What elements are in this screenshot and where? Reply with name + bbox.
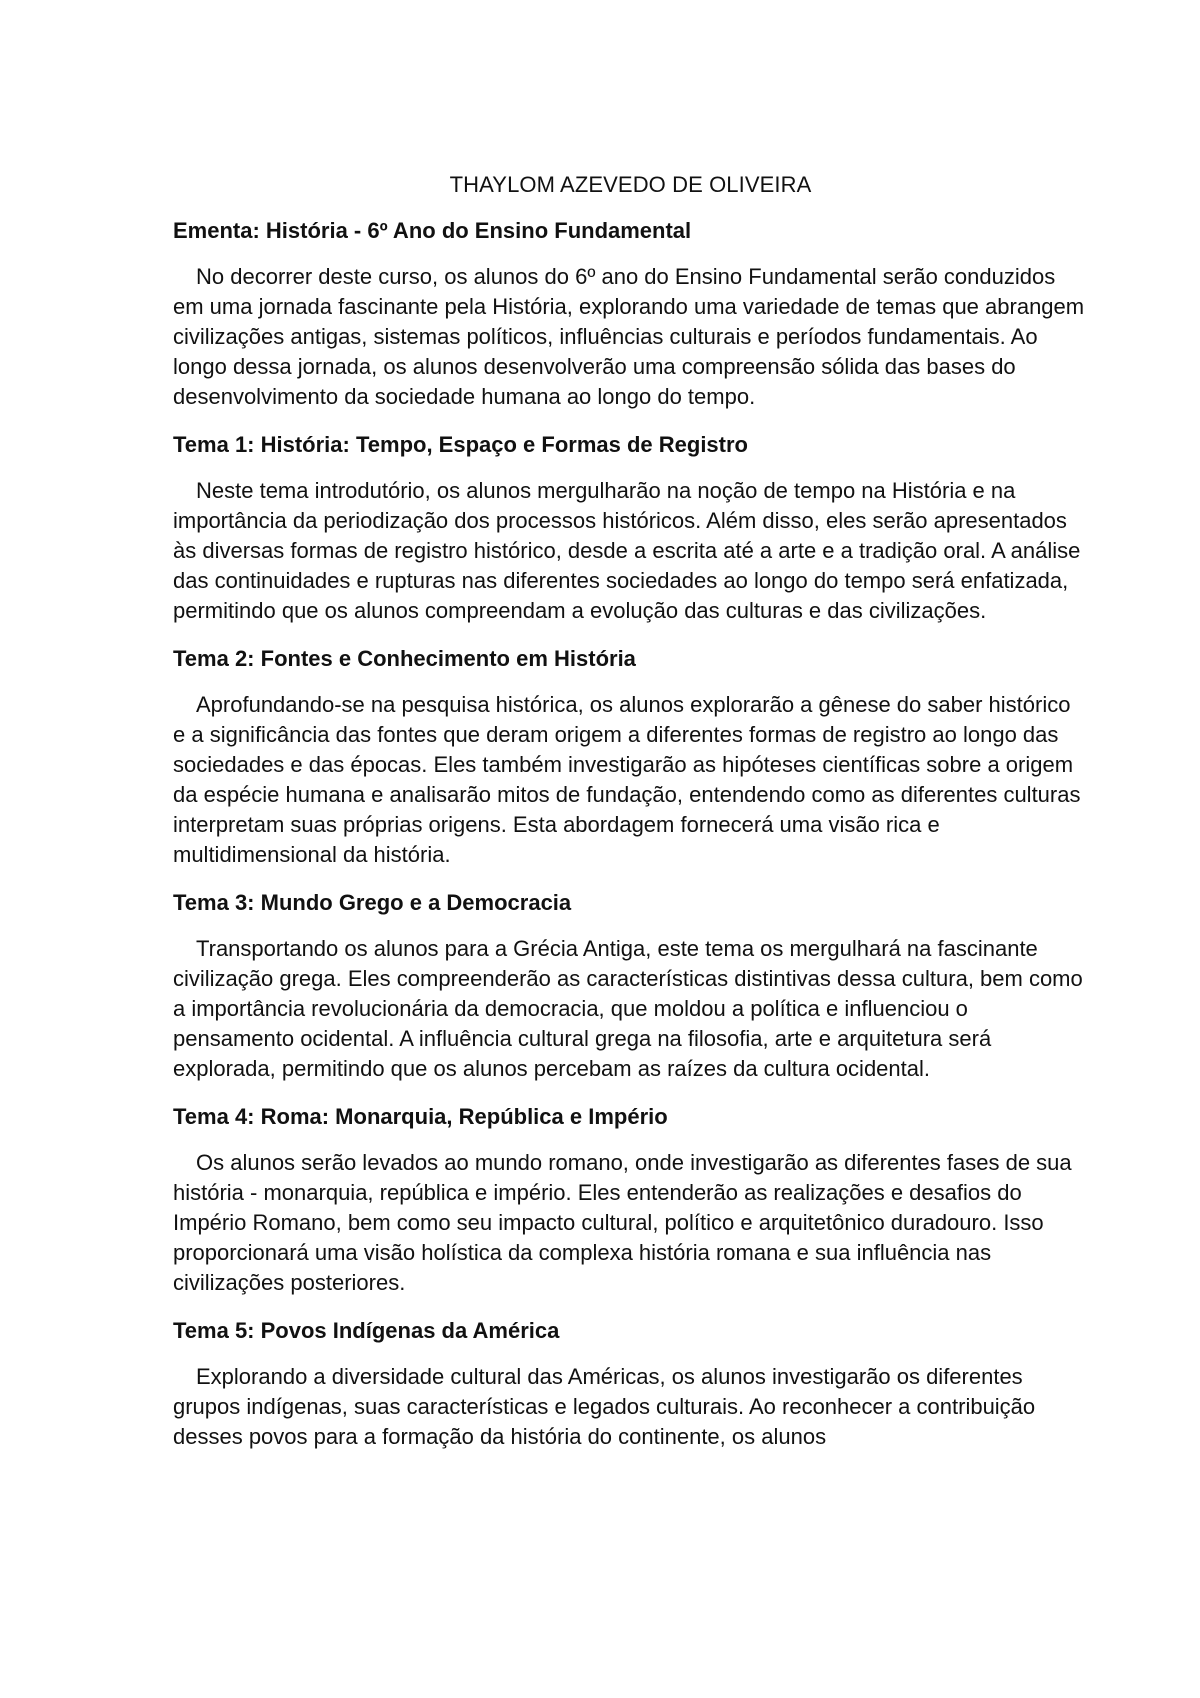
section-tema-5 — [173, 1316, 1088, 1452]
author-name: THAYLOM AZEVEDO DE OLIVEIRA — [449, 172, 812, 197]
section-heading: Tema 2: Fontes e Conhecimento em História — [173, 646, 636, 671]
section-heading: Tema 1: História: Tempo, Espaço e Formas de Registro — [173, 432, 748, 457]
section-paragraph: Explorando a diversidade cultural das Américas, os alunos investigarão os diferentes grupos indígenas, suas características e legados culturais. Ao reconhecer a contribuição desses povos para a formação da história do continente, os alunos — [173, 1364, 1036, 1449]
section-ementa — [173, 216, 1088, 412]
section-heading: Ementa: História - 6º Ano do Ensino Fundamental — [173, 218, 692, 243]
document-page — [173, 170, 1088, 1470]
section-tema-1 — [173, 430, 1088, 626]
section-paragraph: Os alunos serão levados ao mundo romano, onde investigarão as diferentes fases de sua história - monarquia, república e império. Eles entenderão as realizações e desafios do Império Romano, bem como seu impacto cultural, político e arquitetônico duradouro. Isso proporcionará uma visão holística da complexa história romana e sua influência nas civilizações posteriores. — [173, 1150, 1072, 1295]
section-tema-4 — [173, 1102, 1088, 1298]
section-heading: Tema 5: Povos Indígenas da América — [173, 1318, 560, 1343]
section-paragraph: No decorrer deste curso, os alunos do 6º ano do Ensino Fundamental serão conduzidos em uma jornada fascinante pela História, explorando uma variedade de temas que abrangem civilizações antigas, sistemas políticos, influências culturais e períodos fundamentais. Ao longo dessa jornada, os alunos desenvolverão uma compreensão sólida das bases do desenvolvimento da sociedade humana ao longo do tempo. — [173, 264, 1085, 409]
section-tema-3 — [173, 888, 1088, 1084]
section-heading: Tema 3: Mundo Grego e a Democracia — [173, 890, 572, 915]
section-paragraph: Neste tema introdutório, os alunos mergulharão na noção de tempo na História e na importância da periodização dos processos históricos. Além disso, eles serão apresentados às diversas formas de registro histórico, desde a escrita até a arte e a tradição oral. A análise das continuidades e rupturas nas diferentes sociedades ao longo do tempo será enfatizada, permitindo que os alunos compreendam a evolução das culturas e das civilizações. — [173, 478, 1081, 623]
section-paragraph: Transportando os alunos para a Grécia Antiga, este tema os mergulhará na fascinante civilização grega. Eles compreenderão as características distintivas dessa cultura, bem como a importância revolucionária da democracia, que moldou a política e influenciou o pensamento ocidental. A influência cultural grega na filosofia, arte e arquitetura será explorada, permitindo que os alunos percebam as raízes da cultura ocidental. — [173, 936, 1083, 1081]
section-paragraph: Aprofundando-se na pesquisa histórica, os alunos explorarão a gênese do saber histórico e a significância das fontes que deram origem a diferentes formas de registro ao longo das sociedades e das épocas. Eles também investigarão as hipóteses científicas sobre a origem da espécie humana e analisarão mitos de fundação, entendendo como as diferentes culturas interpretam suas próprias origens. Esta abordagem fornecerá uma visão rica e multidimensional da história. — [173, 692, 1081, 867]
section-tema-2 — [173, 644, 1088, 870]
section-heading: Tema 4: Roma: Monarquia, República e Império — [173, 1104, 668, 1129]
